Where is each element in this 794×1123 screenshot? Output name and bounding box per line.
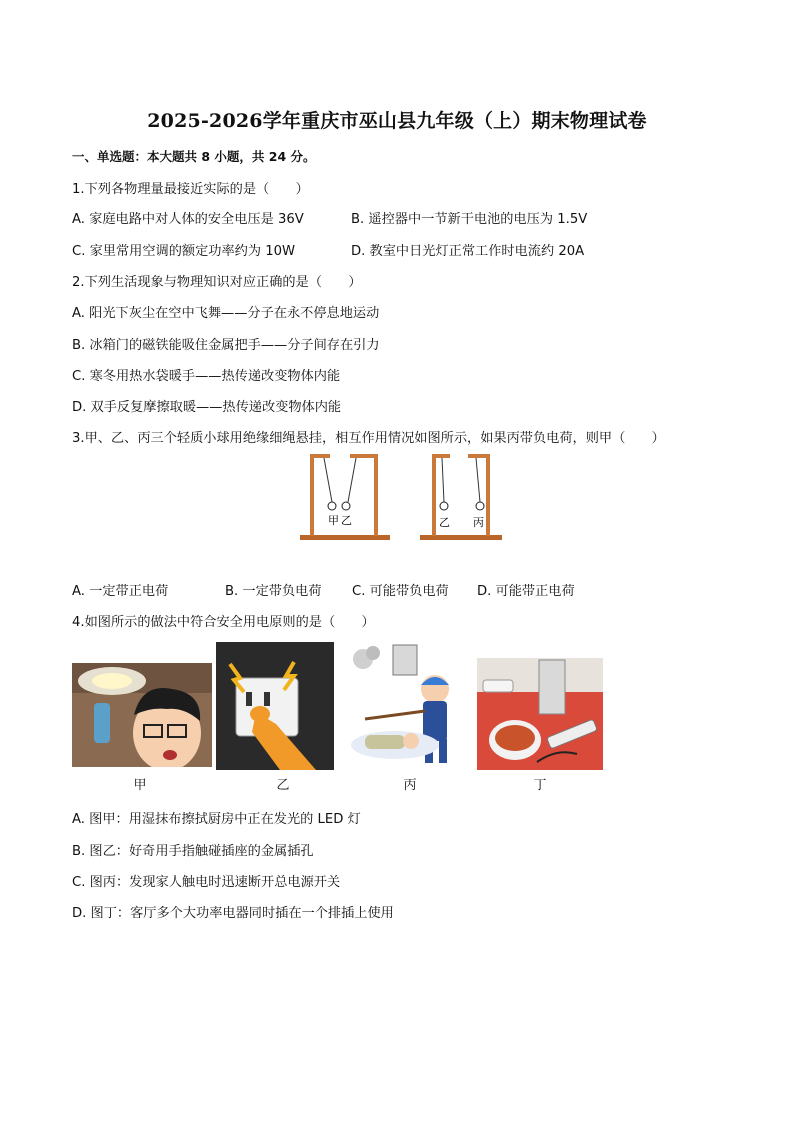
question-3-stem: 3.甲、乙、丙三个轻质小球用绝缘细绳悬挂，相互作用情况如图所示，如果丙带负电荷，则甲（ ） [72, 431, 665, 446]
q1-option-d: D. 教室中日光灯正常工作时电流约 20A [351, 244, 585, 259]
q4-option-b: B. 图乙：好奇用手指触碰插座的金属插孔 [72, 844, 314, 859]
q4-picture-ding [477, 658, 603, 770]
section-heading: 一、单选题：本大题共 8 小题，共 24 分。 [72, 149, 316, 164]
q4-picture-yi [216, 642, 334, 770]
q3-option-b: B. 一定带负电荷 [225, 584, 322, 599]
exam-title: 2025-2026学年重庆市巫山县九年级（上）期末物理试卷 [147, 110, 647, 132]
q4-option-c: C. 图丙：发现家人触电时迅速断开总电源开关 [72, 875, 341, 890]
label-yi-right: 乙 [439, 516, 450, 529]
q3-pendulum-figure [290, 450, 510, 550]
q2-option-c: C. 寒冬用热水袋暖手——热传递改变物体内能 [72, 369, 341, 384]
caption-yi: 乙 [276, 778, 290, 793]
label-jia: 甲 [328, 514, 339, 527]
caption-bing: 丙 [403, 778, 417, 793]
q4-option-d: D. 图丁：客厅多个大功率电器同时插在一个排插上使用 [72, 906, 394, 921]
question-1-stem: 1.下列各物理量最接近实际的是（ ） [72, 182, 309, 197]
question-4-stem: 4.如图所示的做法中符合安全用电原则的是（ ） [72, 615, 375, 630]
right-frame [420, 454, 502, 540]
caption-ding: 丁 [533, 778, 547, 793]
q4-option-a: A. 图甲：用湿抹布擦拭厨房中正在发光的 LED 灯 [72, 812, 361, 827]
label-bing: 丙 [473, 516, 484, 529]
q1-option-c: C. 家里常用空调的额定功率约为 10W [72, 244, 296, 259]
q3-option-c: C. 可能带负电荷 [352, 584, 449, 599]
q1-option-a: A. 家庭电路中对人体的安全电压是 36V [72, 212, 304, 227]
left-frame [300, 454, 390, 540]
label-yi-left: 乙 [341, 514, 352, 527]
q4-picture-bing [345, 641, 467, 769]
question-2-stem: 2.下列生活现象与物理知识对应正确的是（ ） [72, 275, 362, 290]
q3-option-a: A. 一定带正电荷 [72, 584, 169, 599]
q2-option-b: B. 冰箱门的磁铁能吸住金属把手——分子间存在引力 [72, 338, 380, 353]
caption-jia: 甲 [133, 778, 147, 793]
q1-option-b: B. 遥控器中一节新干电池的电压为 1.5V [351, 212, 588, 227]
q3-option-d: D. 可能带正电荷 [477, 584, 575, 599]
q2-option-d: D. 双手反复摩擦取暖——热传递改变物体内能 [72, 400, 342, 415]
q2-option-a: A. 阳光下灰尘在空中飞舞——分子在永不停息地运动 [72, 306, 380, 321]
q4-picture-jia [72, 663, 212, 767]
